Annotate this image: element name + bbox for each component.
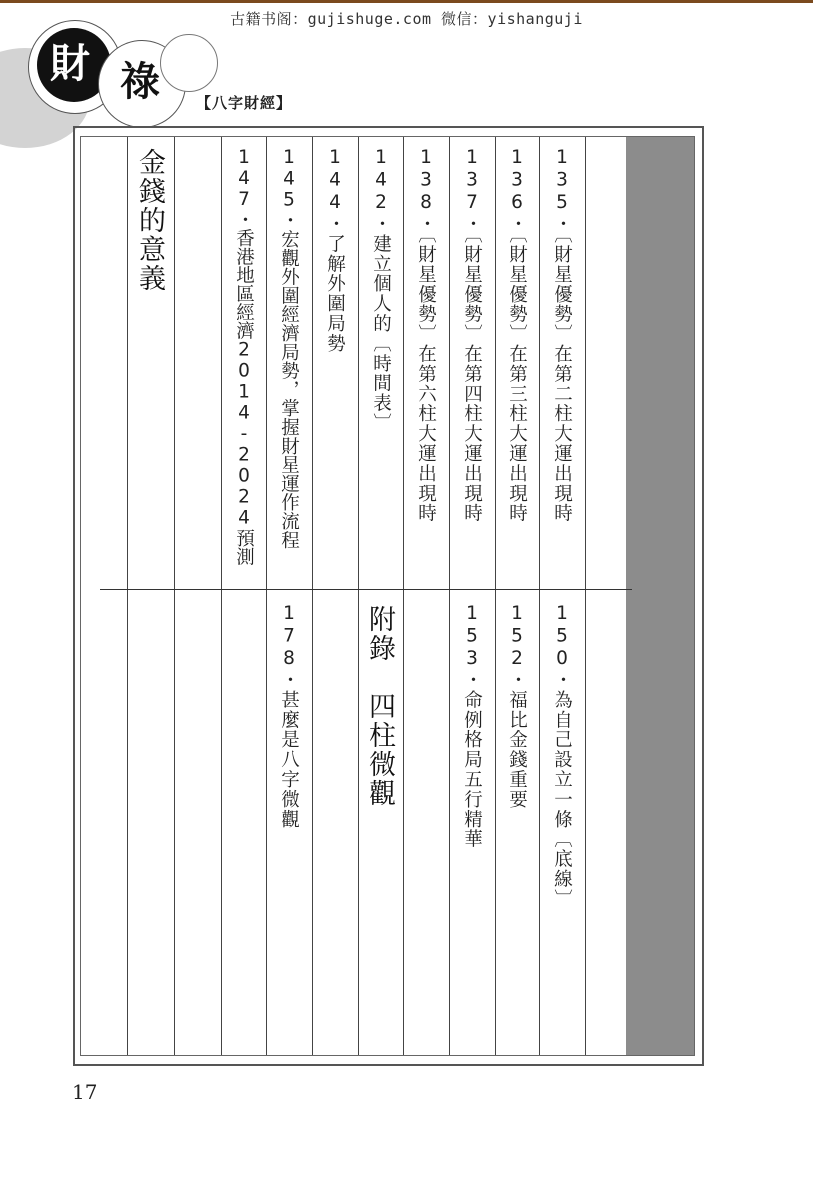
logo-circle-small [160, 34, 218, 92]
toc-entry-title: 〔財星優勢〕在第四柱大運出現時 [461, 234, 483, 524]
column-divider [358, 137, 359, 1055]
toc-entry: 153・命例格局五行精華 [461, 603, 483, 850]
toc-entry: 136・〔財星優勢〕在第三柱大運出現時 [506, 147, 528, 524]
book-title: 【八字財經】 [196, 94, 293, 112]
toc-entry: 144・了解外圍局勢 [324, 147, 346, 354]
toc-entry-title: 〔財星優勢〕在第三柱大運出現時 [506, 234, 528, 524]
top-rule [0, 0, 813, 3]
column-divider [403, 137, 404, 1055]
toc-entry: 178・甚麼是八字微觀 [278, 603, 300, 830]
toc-entry-title: 為自己設立一條〔底線〕 [551, 690, 573, 910]
toc-entry-title: 了解外圍局勢 [324, 234, 346, 354]
toc-entry-page: 142 [370, 147, 392, 215]
toc-entry-title: 〔財星優勢〕在第六柱大運出現時 [415, 234, 437, 524]
toc-entry-page: 144 [324, 147, 346, 215]
toc-entry: 150・為自己設立一條〔底線〕 [551, 603, 573, 910]
grey-side-band [626, 137, 694, 1055]
column-divider [221, 137, 222, 1055]
column-divider [495, 137, 496, 1055]
section-heading: 金錢的意義 [134, 148, 165, 293]
toc-entry-page: 147 [233, 147, 255, 210]
toc-entry-title: 福比金錢重要 [506, 690, 528, 810]
page-number: 17 [72, 1080, 98, 1104]
section-heading: 附錄 四柱微觀 [364, 605, 395, 808]
toc-entry-title: 〔財星優勢〕在第二柱大運出現時 [551, 234, 573, 524]
toc-entry: 147・香港地區經濟2014-2024預測 [233, 147, 255, 566]
section-divider [100, 589, 632, 590]
column-divider [174, 137, 175, 1055]
toc-entry-title: 甚麼是八字微觀 [278, 690, 300, 830]
toc-entry: 142・建立個人的〔時間表〕 [370, 147, 392, 434]
toc-entry-page: 152 [506, 603, 528, 671]
column-divider [266, 137, 267, 1055]
column-divider [585, 137, 586, 1055]
toc-entry-page: 153 [461, 603, 483, 671]
toc-entry-title: 香港地區經濟2014-2024預測 [233, 228, 255, 566]
toc-entry: 138・〔財星優勢〕在第六柱大運出現時 [415, 147, 437, 524]
toc-entry: 152・福比金錢重要 [506, 603, 528, 810]
toc-entry: 145・宏觀外圍經濟局勢，掌握財星運作流程 [278, 147, 300, 550]
toc-entry-page: 138 [415, 147, 437, 215]
toc-entry-page: 137 [461, 147, 483, 215]
watermark: 古籍书阁：gujishuge.com 微信：yishanguji [230, 10, 583, 28]
logo-char-lu: 祿 [120, 59, 160, 105]
toc-entry-title: 宏觀外圍經濟局勢，掌握財星運作流程 [278, 229, 300, 550]
toc-entry: 135・〔財星優勢〕在第二柱大運出現時 [551, 147, 573, 524]
toc-entry-page: 145 [278, 147, 300, 211]
toc-entry-page: 150 [551, 603, 573, 671]
toc-entry-title: 建立個人的〔時間表〕 [370, 234, 392, 434]
toc-entry-page: 178 [278, 603, 300, 671]
column-divider [449, 137, 450, 1055]
column-divider [127, 137, 128, 1055]
toc-entry-title: 命例格局五行精華 [461, 690, 483, 850]
toc-entry-page: 136 [506, 147, 528, 215]
toc-entry-page: 135 [551, 147, 573, 215]
logo-char-cai: 財 [50, 41, 90, 87]
column-divider [539, 137, 540, 1055]
column-divider [312, 137, 313, 1055]
toc-entry: 137・〔財星優勢〕在第四柱大運出現時 [461, 147, 483, 524]
